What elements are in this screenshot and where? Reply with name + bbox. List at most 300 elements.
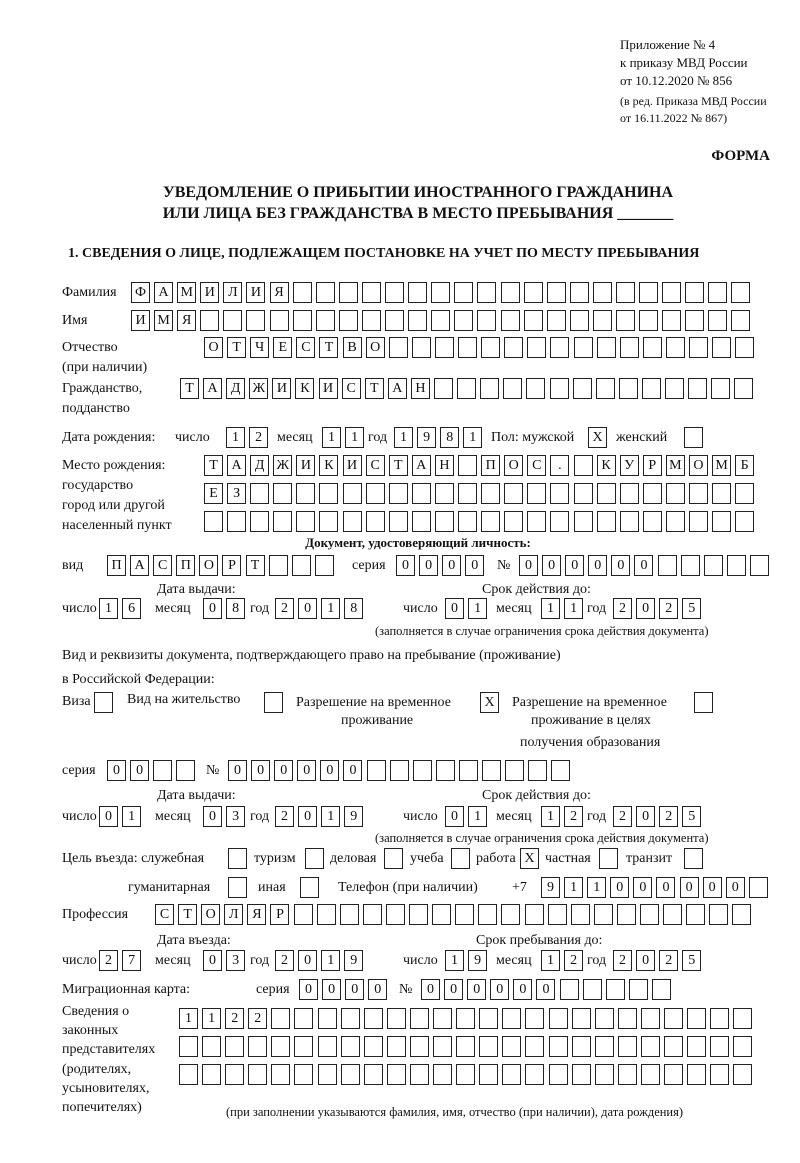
trp-edu-checkbox[interactable]: [694, 692, 713, 713]
char-box[interactable]: [99, 950, 118, 971]
char-box[interactable]: [574, 337, 593, 358]
char-box[interactable]: [225, 1008, 244, 1029]
char-box[interactable]: [659, 598, 678, 619]
id-doc-number-field[interactable]: [519, 555, 769, 576]
char-box[interactable]: [733, 1064, 752, 1085]
char-box[interactable]: [204, 337, 223, 358]
char-box[interactable]: [666, 511, 685, 532]
char-box[interactable]: [122, 598, 141, 619]
char-box[interactable]: [616, 282, 635, 303]
char-box[interactable]: [501, 282, 520, 303]
char-box[interactable]: [344, 950, 363, 971]
char-box[interactable]: [296, 511, 315, 532]
char-box[interactable]: [481, 337, 500, 358]
char-box[interactable]: [656, 877, 675, 898]
char-box[interactable]: [223, 282, 242, 303]
char-box[interactable]: [588, 427, 607, 448]
char-box[interactable]: [454, 282, 473, 303]
char-box[interactable]: [345, 427, 364, 448]
issue-day-field[interactable]: [99, 598, 141, 619]
char-box[interactable]: [524, 282, 543, 303]
char-box[interactable]: [366, 511, 385, 532]
char-box[interactable]: [708, 282, 727, 303]
char-box[interactable]: [456, 1008, 475, 1029]
birth-place-field[interactable]: [204, 511, 754, 532]
char-box[interactable]: [643, 483, 662, 504]
char-box[interactable]: [550, 511, 569, 532]
char-box[interactable]: [662, 310, 681, 331]
char-box[interactable]: [223, 310, 242, 331]
char-box[interactable]: [389, 455, 408, 476]
char-box[interactable]: [468, 598, 487, 619]
char-box[interactable]: [595, 1036, 614, 1057]
char-box[interactable]: [226, 950, 245, 971]
char-box[interactable]: [364, 1064, 383, 1085]
char-box[interactable]: [343, 483, 362, 504]
char-box[interactable]: [731, 310, 750, 331]
char-box[interactable]: [477, 310, 496, 331]
char-box[interactable]: [203, 598, 222, 619]
char-box[interactable]: [726, 877, 745, 898]
char-box[interactable]: [712, 483, 731, 504]
char-box[interactable]: [417, 427, 436, 448]
char-box[interactable]: [343, 760, 362, 781]
char-box[interactable]: [481, 483, 500, 504]
char-box[interactable]: [549, 1036, 568, 1057]
char-box[interactable]: [272, 378, 291, 399]
char-box[interactable]: [527, 455, 546, 476]
char-box[interactable]: [107, 760, 126, 781]
char-box[interactable]: [665, 378, 684, 399]
char-box[interactable]: [341, 1064, 360, 1085]
char-box[interactable]: [735, 511, 754, 532]
char-box[interactable]: [273, 337, 292, 358]
char-box[interactable]: [433, 1036, 452, 1057]
char-box[interactable]: [541, 950, 560, 971]
char-box[interactable]: [321, 950, 340, 971]
char-box[interactable]: [620, 511, 639, 532]
char-box[interactable]: [224, 904, 243, 925]
char-box[interactable]: [269, 555, 288, 576]
char-box[interactable]: [711, 378, 730, 399]
trp-checkbox[interactable]: [480, 692, 499, 713]
char-box[interactable]: [682, 598, 701, 619]
char-box[interactable]: [731, 282, 750, 303]
char-box[interactable]: [250, 511, 269, 532]
char-box[interactable]: [270, 282, 289, 303]
char-box[interactable]: [396, 555, 415, 576]
char-box[interactable]: [413, 760, 432, 781]
char-box[interactable]: [435, 483, 454, 504]
char-box[interactable]: [641, 1064, 660, 1085]
char-box[interactable]: [750, 555, 769, 576]
char-box[interactable]: [564, 598, 583, 619]
char-box[interactable]: [179, 1036, 198, 1057]
issue-month-field[interactable]: [203, 806, 245, 827]
char-box[interactable]: [408, 282, 427, 303]
char-box[interactable]: [641, 1036, 660, 1057]
char-box[interactable]: [273, 511, 292, 532]
char-box[interactable]: [179, 1008, 198, 1029]
char-box[interactable]: [412, 455, 431, 476]
char-box[interactable]: [684, 427, 703, 448]
char-box[interactable]: [564, 950, 583, 971]
char-box[interactable]: [270, 310, 289, 331]
char-box[interactable]: [502, 1036, 521, 1057]
purpose-business-checkbox[interactable]: [384, 848, 403, 869]
purpose-study-checkbox[interactable]: [451, 848, 470, 869]
char-box[interactable]: [344, 598, 363, 619]
char-box[interactable]: [362, 282, 381, 303]
char-box[interactable]: [504, 483, 523, 504]
legal-reps-field[interactable]: [179, 1008, 752, 1029]
char-box[interactable]: [596, 378, 615, 399]
char-box[interactable]: [200, 310, 219, 331]
char-box[interactable]: [203, 806, 222, 827]
char-box[interactable]: [525, 1008, 544, 1029]
id-doc-series-field[interactable]: [396, 555, 484, 576]
char-box[interactable]: [321, 806, 340, 827]
char-box[interactable]: [519, 555, 538, 576]
valid-month-field[interactable]: [541, 598, 583, 619]
char-box[interactable]: [574, 511, 593, 532]
char-box[interactable]: [410, 1036, 429, 1057]
char-box[interactable]: [199, 555, 218, 576]
char-box[interactable]: [389, 337, 408, 358]
char-box[interactable]: [619, 378, 638, 399]
char-box[interactable]: [689, 511, 708, 532]
char-box[interactable]: [451, 848, 470, 869]
char-box[interactable]: [319, 455, 338, 476]
char-box[interactable]: [565, 555, 584, 576]
char-box[interactable]: [547, 282, 566, 303]
char-box[interactable]: [735, 337, 754, 358]
char-box[interactable]: [201, 904, 220, 925]
char-box[interactable]: [639, 310, 658, 331]
char-box[interactable]: [593, 282, 612, 303]
char-box[interactable]: [316, 310, 335, 331]
char-box[interactable]: [643, 455, 662, 476]
char-box[interactable]: [341, 1036, 360, 1057]
issue-year-field[interactable]: [275, 806, 363, 827]
char-box[interactable]: [431, 282, 450, 303]
char-box[interactable]: [610, 877, 629, 898]
issue-month-field[interactable]: [203, 598, 245, 619]
char-box[interactable]: [228, 848, 247, 869]
char-box[interactable]: [680, 877, 699, 898]
char-box[interactable]: [572, 1064, 591, 1085]
char-box[interactable]: [663, 904, 682, 925]
char-box[interactable]: [421, 979, 440, 1000]
char-box[interactable]: [440, 427, 459, 448]
char-box[interactable]: [597, 483, 616, 504]
char-box[interactable]: [228, 877, 247, 898]
char-box[interactable]: [560, 979, 579, 1000]
issue-year-field[interactable]: [275, 598, 363, 619]
legal-reps-field[interactable]: [179, 1064, 752, 1085]
char-box[interactable]: [345, 979, 364, 1000]
char-box[interactable]: [362, 310, 381, 331]
char-box[interactable]: [412, 337, 431, 358]
char-box[interactable]: [412, 511, 431, 532]
surname-field[interactable]: [131, 282, 750, 303]
char-box[interactable]: [636, 950, 655, 971]
char-box[interactable]: [226, 806, 245, 827]
char-box[interactable]: [179, 1064, 198, 1085]
char-box[interactable]: [264, 692, 283, 713]
char-box[interactable]: [620, 483, 639, 504]
char-box[interactable]: [273, 455, 292, 476]
char-box[interactable]: [735, 455, 754, 476]
char-box[interactable]: [458, 455, 477, 476]
char-box[interactable]: [226, 378, 245, 399]
char-box[interactable]: [734, 378, 753, 399]
purpose-humanitarian-checkbox[interactable]: [228, 877, 247, 898]
char-box[interactable]: [180, 378, 199, 399]
char-box[interactable]: [574, 455, 593, 476]
birth-place-field[interactable]: [204, 483, 754, 504]
purpose-work-checkbox[interactable]: [520, 848, 539, 869]
char-box[interactable]: [367, 760, 386, 781]
char-box[interactable]: [541, 806, 560, 827]
char-box[interactable]: [176, 555, 195, 576]
char-box[interactable]: [685, 282, 704, 303]
char-box[interactable]: [271, 1036, 290, 1057]
char-box[interactable]: [571, 904, 590, 925]
char-box[interactable]: [709, 904, 728, 925]
char-box[interactable]: [503, 378, 522, 399]
char-box[interactable]: [319, 511, 338, 532]
char-box[interactable]: [658, 555, 677, 576]
char-box[interactable]: [597, 455, 616, 476]
char-box[interactable]: [643, 511, 662, 532]
char-box[interactable]: [501, 310, 520, 331]
char-box[interactable]: [298, 806, 317, 827]
stay-until-month-field[interactable]: [541, 950, 583, 971]
char-box[interactable]: [271, 1064, 290, 1085]
char-box[interactable]: [226, 427, 245, 448]
char-box[interactable]: [666, 455, 685, 476]
char-box[interactable]: [228, 760, 247, 781]
male-checkbox[interactable]: [588, 427, 607, 448]
valid-year-field[interactable]: [613, 598, 701, 619]
char-box[interactable]: [293, 310, 312, 331]
char-box[interactable]: [467, 979, 486, 1000]
char-box[interactable]: [659, 950, 678, 971]
char-box[interactable]: [551, 760, 570, 781]
char-box[interactable]: [459, 760, 478, 781]
char-box[interactable]: [412, 483, 431, 504]
char-box[interactable]: [524, 310, 543, 331]
char-box[interactable]: [294, 904, 313, 925]
char-box[interactable]: [316, 282, 335, 303]
char-box[interactable]: [504, 511, 523, 532]
char-box[interactable]: [478, 904, 497, 925]
char-box[interactable]: [708, 310, 727, 331]
profession-field[interactable]: [155, 904, 751, 925]
char-box[interactable]: [548, 904, 567, 925]
char-box[interactable]: [318, 1036, 337, 1057]
char-box[interactable]: [319, 483, 338, 504]
char-box[interactable]: [249, 427, 268, 448]
char-box[interactable]: [463, 427, 482, 448]
char-box[interactable]: [520, 848, 539, 869]
char-box[interactable]: [339, 310, 358, 331]
char-box[interactable]: [296, 483, 315, 504]
purpose-private-checkbox[interactable]: [599, 848, 618, 869]
char-box[interactable]: [479, 1064, 498, 1085]
char-box[interactable]: [616, 310, 635, 331]
char-box[interactable]: [275, 598, 294, 619]
valid-day-field[interactable]: [445, 598, 487, 619]
char-box[interactable]: [384, 848, 403, 869]
char-box[interactable]: [611, 555, 630, 576]
char-box[interactable]: [341, 1008, 360, 1029]
char-box[interactable]: [227, 455, 246, 476]
char-box[interactable]: [504, 337, 523, 358]
char-box[interactable]: [251, 760, 270, 781]
purpose-transit-checkbox[interactable]: [684, 848, 703, 869]
char-box[interactable]: [550, 378, 569, 399]
char-box[interactable]: [686, 904, 705, 925]
valid-day-field[interactable]: [445, 806, 487, 827]
char-box[interactable]: [409, 904, 428, 925]
char-box[interactable]: [99, 598, 118, 619]
char-box[interactable]: [710, 1008, 729, 1029]
char-box[interactable]: [322, 979, 341, 1000]
char-box[interactable]: [468, 950, 487, 971]
char-box[interactable]: [572, 1008, 591, 1029]
migration-card-series-field[interactable]: [299, 979, 387, 1000]
char-box[interactable]: [480, 692, 499, 713]
char-box[interactable]: [320, 760, 339, 781]
char-box[interactable]: [99, 806, 118, 827]
char-box[interactable]: [274, 760, 293, 781]
char-box[interactable]: [250, 483, 269, 504]
char-box[interactable]: [525, 1036, 544, 1057]
char-box[interactable]: [178, 904, 197, 925]
purpose-official-checkbox[interactable]: [228, 848, 247, 869]
char-box[interactable]: [689, 337, 708, 358]
char-box[interactable]: [344, 806, 363, 827]
char-box[interactable]: [444, 979, 463, 1000]
char-box[interactable]: [296, 455, 315, 476]
char-box[interactable]: [504, 455, 523, 476]
char-box[interactable]: [227, 337, 246, 358]
char-box[interactable]: [588, 555, 607, 576]
char-box[interactable]: [411, 378, 430, 399]
char-box[interactable]: [319, 337, 338, 358]
char-box[interactable]: [587, 877, 606, 898]
char-box[interactable]: [410, 1008, 429, 1029]
char-box[interactable]: [480, 378, 499, 399]
char-box[interactable]: [570, 310, 589, 331]
char-box[interactable]: [298, 598, 317, 619]
char-box[interactable]: [107, 555, 126, 576]
char-box[interactable]: [248, 1036, 267, 1057]
residence-checkbox[interactable]: [264, 692, 283, 713]
stay-until-day-field[interactable]: [445, 950, 487, 971]
char-box[interactable]: [203, 950, 222, 971]
char-box[interactable]: [222, 555, 241, 576]
issue-day-field[interactable]: [99, 806, 141, 827]
char-box[interactable]: [703, 877, 722, 898]
char-box[interactable]: [246, 310, 265, 331]
char-box[interactable]: [527, 511, 546, 532]
char-box[interactable]: [386, 904, 405, 925]
char-box[interactable]: [318, 1064, 337, 1085]
char-box[interactable]: [458, 483, 477, 504]
char-box[interactable]: [275, 950, 294, 971]
char-box[interactable]: [299, 979, 318, 1000]
legal-reps-field[interactable]: [179, 1036, 752, 1057]
char-box[interactable]: [634, 555, 653, 576]
char-box[interactable]: [710, 1064, 729, 1085]
char-box[interactable]: [394, 427, 413, 448]
char-box[interactable]: [246, 282, 265, 303]
char-box[interactable]: [564, 806, 583, 827]
char-box[interactable]: [445, 598, 464, 619]
char-box[interactable]: [662, 282, 681, 303]
char-box[interactable]: [340, 904, 359, 925]
char-box[interactable]: [528, 760, 547, 781]
char-box[interactable]: [366, 337, 385, 358]
char-box[interactable]: [273, 483, 292, 504]
char-box[interactable]: [271, 1008, 290, 1029]
char-box[interactable]: [629, 979, 648, 1000]
char-box[interactable]: [583, 979, 602, 1000]
char-box[interactable]: [202, 1008, 221, 1029]
char-box[interactable]: [225, 1064, 244, 1085]
char-box[interactable]: [130, 555, 149, 576]
char-box[interactable]: [387, 1008, 406, 1029]
entry-year-field[interactable]: [275, 950, 363, 971]
char-box[interactable]: [410, 1064, 429, 1085]
char-box[interactable]: [227, 511, 246, 532]
char-box[interactable]: [154, 310, 173, 331]
char-box[interactable]: [408, 310, 427, 331]
birth-day-field[interactable]: [226, 427, 268, 448]
char-box[interactable]: [613, 806, 632, 827]
char-box[interactable]: [712, 511, 731, 532]
char-box[interactable]: [363, 904, 382, 925]
char-box[interactable]: [597, 337, 616, 358]
char-box[interactable]: [490, 979, 509, 1000]
char-box[interactable]: [482, 760, 501, 781]
char-box[interactable]: [366, 483, 385, 504]
char-box[interactable]: [250, 455, 269, 476]
char-box[interactable]: [343, 511, 362, 532]
char-box[interactable]: [433, 1008, 452, 1029]
char-box[interactable]: [541, 877, 560, 898]
char-box[interactable]: [682, 950, 701, 971]
char-box[interactable]: [248, 1008, 267, 1029]
char-box[interactable]: [455, 904, 474, 925]
char-box[interactable]: [704, 555, 723, 576]
char-box[interactable]: [366, 455, 385, 476]
char-box[interactable]: [315, 555, 334, 576]
birth-year-field[interactable]: [394, 427, 482, 448]
char-box[interactable]: [477, 282, 496, 303]
stay-doc-number-field[interactable]: [228, 760, 570, 781]
char-box[interactable]: [664, 1036, 683, 1057]
char-box[interactable]: [385, 310, 404, 331]
char-box[interactable]: [550, 337, 569, 358]
char-box[interactable]: [432, 904, 451, 925]
char-box[interactable]: [643, 337, 662, 358]
valid-month-field[interactable]: [541, 806, 583, 827]
char-box[interactable]: [294, 1036, 313, 1057]
